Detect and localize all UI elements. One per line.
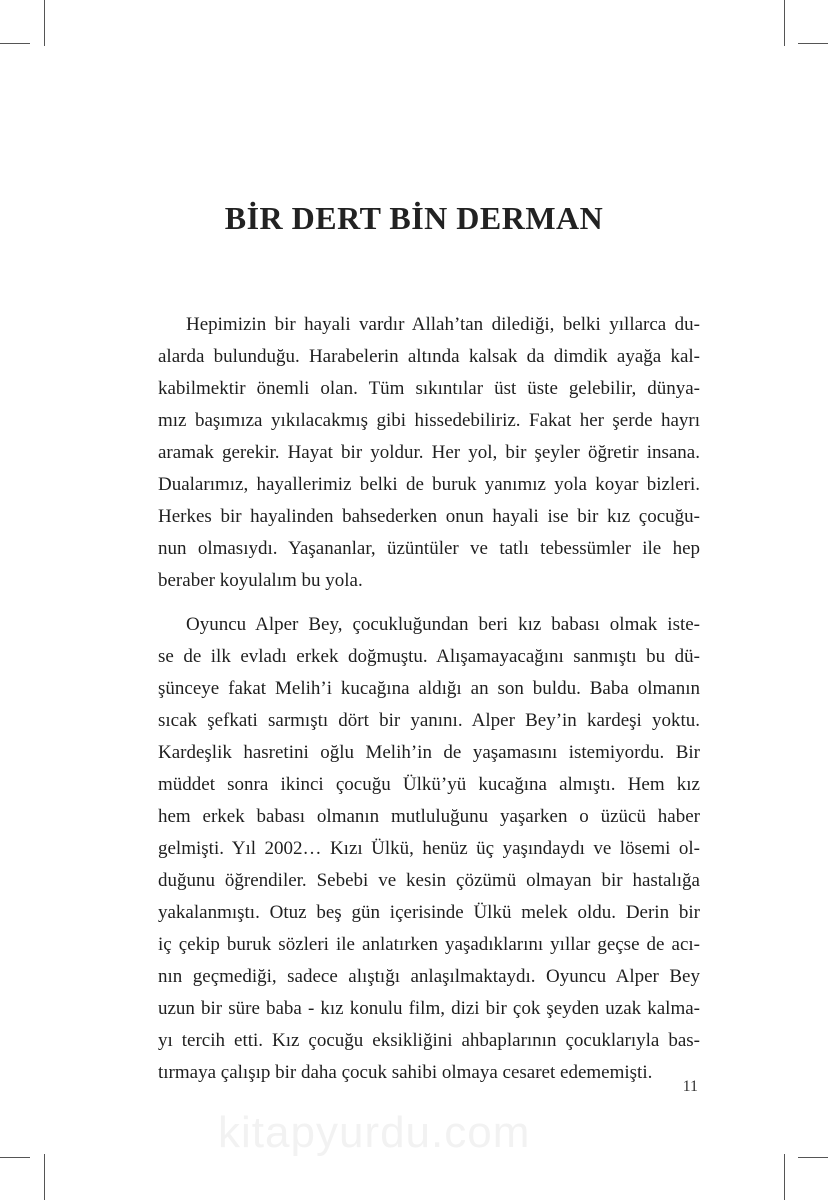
text-line: Oyuncu Alper Bey, çocukluğundan beri kız babası olmak iste-: [186, 614, 700, 635]
text-line: Kardeşlik hasretini oğlu Melih’in de yaşamasını istemiyordu. Bir: [158, 742, 700, 763]
text-line: nın geçmediği, sadece alıştığı anlaşılmaktaydı. Oyuncu Alper Bey: [158, 966, 700, 987]
text-line: müddet sonra ikinci çocuğu Ülkü’yü kucağına almıştı. Hem kız: [158, 774, 700, 795]
crop-mark-bottom-left-horizontal: [0, 1157, 30, 1158]
text-line: nun olmasıydı. Yaşananlar, üzüntüler ve tatlı tebessümler ile hep: [158, 538, 700, 559]
text-line: alarda bulunduğu. Harabelerin altında kalsak da dimdik ayağa kal-: [158, 346, 700, 367]
text-line: Dualarımız, hayallerimiz belki de buruk yanımız yola koyar bizleri.: [158, 474, 700, 495]
body-text: [158, 309, 700, 1089]
text-line: se de ilk evladı erkek doğmuştu. Alışamayacağını sanmıştı bu dü-: [158, 646, 700, 667]
text-line: mız başımıza yıkılacakmış gibi hissedebiliriz. Fakat her şerde hayrı: [158, 410, 700, 431]
crop-mark-top-right-horizontal: [798, 43, 828, 44]
paragraph: [158, 609, 700, 1089]
crop-mark-bottom-right-vertical: [784, 1154, 785, 1200]
text-line: şünceye fakat Melih’i kucağına aldığı an son buldu. Baba olmanın: [158, 678, 700, 699]
watermark: kitapyurdu.com: [218, 1108, 531, 1157]
text-line: beraber koyulalım bu yola.: [158, 570, 363, 591]
crop-mark-bottom-left-vertical: [44, 1154, 45, 1200]
text-line: aramak gerekir. Hayat bir yoldur. Her yol, bir şeyler öğretir insana.: [158, 442, 700, 463]
text-line: tırmaya çalışıp bir daha çocuk sahibi olmaya cesaret edememişti.: [158, 1062, 653, 1083]
text-line: kabilmektir önemli olan. Tüm sıkıntılar üst üste gelebilir, dünya-: [158, 378, 700, 399]
crop-mark-top-left-horizontal: [0, 43, 30, 44]
chapter-title: BİR DERT BİN DERMAN: [224, 200, 604, 236]
text-line: Hepimizin bir hayali vardır Allah’tan dilediği, belki yıllarca du-: [186, 314, 700, 335]
text-line: duğunu öğrendiler. Sebebi ve kesin çözümü olmayan bir hastalığa: [158, 870, 700, 891]
paragraph: [158, 309, 700, 597]
text-line: yı tercih etti. Kız çocuğu eksikliğini ahbaplarının çocuklarıyla bas-: [158, 1030, 700, 1051]
crop-mark-top-left-vertical: [44, 0, 45, 46]
text-line: yakalanmıştı. Otuz beş gün içerisinde Ülkü melek oldu. Derin bir: [158, 902, 700, 923]
text-line: uzun bir süre baba - kız konulu film, dizi bir çok şeyden uzak kalma-: [158, 998, 700, 1019]
crop-mark-bottom-right-horizontal: [798, 1157, 828, 1158]
text-line: iç çekip buruk sözleri ile anlatırken yaşadıklarını yıllar geçse de acı-: [158, 934, 700, 955]
text-line: hem erkek babası olmanın mutluluğunu yaşarken o üzücü haber: [158, 806, 700, 827]
text-line: sıcak şefkati sarmıştı dört bir yanını. Alper Bey’in kardeşi yoktu.: [158, 710, 700, 731]
text-line: Herkes bir hayalinden bahsederken onun hayali ise bir kız çocuğu-: [158, 506, 700, 527]
crop-mark-top-right-vertical: [784, 0, 785, 46]
page-number: 11: [682, 1078, 698, 1095]
text-line: gelmişti. Yıl 2002… Kızı Ülkü, henüz üç yaşındaydı ve lösemi ol-: [158, 838, 700, 859]
